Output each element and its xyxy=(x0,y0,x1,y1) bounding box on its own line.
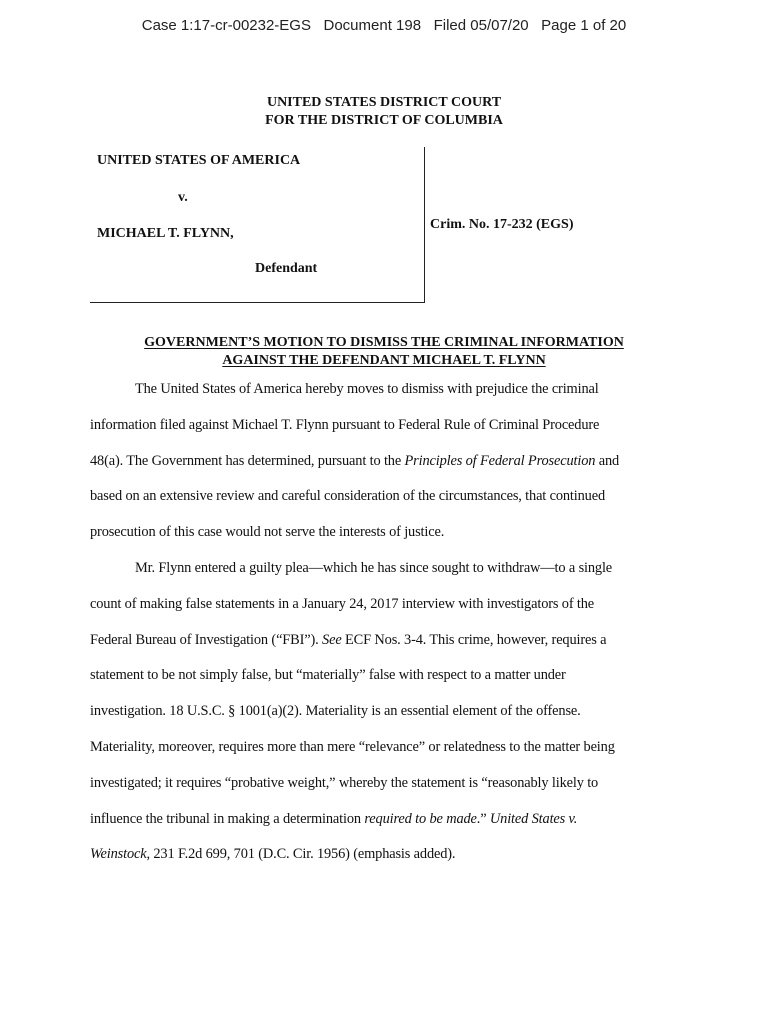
paragraph-line xyxy=(90,802,678,838)
paragraph-line: Mr. Flynn entered a guilty plea—which he has since sought to withdraw—to a single xyxy=(135,559,613,576)
paragraph-line: investigation. 18 U.S.C. § 1001(a)(2). Materiality is an essential element of the offense. xyxy=(90,703,581,720)
paragraph-line: prosecution of this case would not serve the interests of justice. xyxy=(90,524,445,541)
text-run: 48(a). The Government has determined, pursuant to the xyxy=(90,452,405,469)
text-run: and xyxy=(595,452,620,469)
plaintiff-name: UNITED STATES OF AMERICA xyxy=(97,153,301,168)
paragraph-1 xyxy=(90,372,678,551)
text-run: .” xyxy=(476,810,490,827)
principles-citation: Principles of Federal Prosecution xyxy=(404,452,596,469)
paragraph-line: based on an extensive review and careful consideration of the circumstances, that continued xyxy=(90,488,606,505)
see-signal: See xyxy=(322,631,342,648)
paragraph-line: Materiality, moreover, requires more than mere “relevance” or relatedness to the matter being xyxy=(90,738,615,755)
case-citation: United States v. xyxy=(489,810,578,827)
text-run: Federal Bureau of Investigation (“FBI”). xyxy=(90,631,323,648)
filed-date-stamp: Filed 05/07/20 xyxy=(433,17,529,34)
motion-title-line-2: AGAINST THE DEFENDANT MICHAEL T. FLYNN xyxy=(222,353,546,368)
document-number-stamp: Document 198 xyxy=(323,17,422,34)
paragraph-line: The United States of America hereby moves to dismiss with prejudice the criminal xyxy=(135,381,599,397)
case-number-stamp: Case 1:17-cr-00232-EGS xyxy=(141,17,311,34)
paragraph-line: investigated; it requires “probative weight,” whereby the statement is “reasonably likely to xyxy=(90,774,599,791)
defendant-name: MICHAEL T. FLYNN, xyxy=(97,226,234,241)
court-heading xyxy=(0,94,768,130)
quoted-emphasis: required to be made xyxy=(364,810,477,827)
paragraph-line: count of making false statements in a January 24, 2017 interview with investigators of the xyxy=(90,595,595,612)
paragraph-2 xyxy=(90,551,678,873)
criminal-case-number: Crim. No. 17-232 (EGS) xyxy=(430,217,574,232)
court-name: UNITED STATES DISTRICT COURT xyxy=(266,95,502,110)
page-number-stamp: Page 1 of 20 xyxy=(541,17,627,34)
text-run: ECF Nos. 3-4. This crime, however, requires a xyxy=(341,631,607,648)
case-citation: Weinstock xyxy=(90,846,147,863)
case-caption-box xyxy=(90,147,425,303)
motion-title-line-1: GOVERNMENT’S MOTION TO DISMISS THE CRIMINAL INFORMATION xyxy=(144,335,624,350)
paragraph-line xyxy=(90,837,678,873)
paragraph-line: information filed against Michael T. Flynn pursuant to Federal Rule of Criminal Procedure xyxy=(90,416,600,433)
paragraph-line xyxy=(90,444,678,480)
text-run: , 231 F.2d 699, 701 (D.C. Cir. 1956) (emphasis added). xyxy=(146,846,456,863)
text-run: influence the tribunal in making a determination xyxy=(90,810,365,827)
motion-body xyxy=(90,372,678,873)
court-district: FOR THE DISTRICT OF COLUMBIA xyxy=(265,113,503,128)
paragraph-line: statement to be not simply false, but “materially” false with respect to a matter under xyxy=(90,667,566,684)
paragraph-line xyxy=(90,623,678,659)
versus-label: v. xyxy=(178,190,188,205)
ecf-header-stamp xyxy=(0,17,768,34)
motion-title xyxy=(0,334,768,370)
defendant-label: Defendant xyxy=(255,261,318,276)
